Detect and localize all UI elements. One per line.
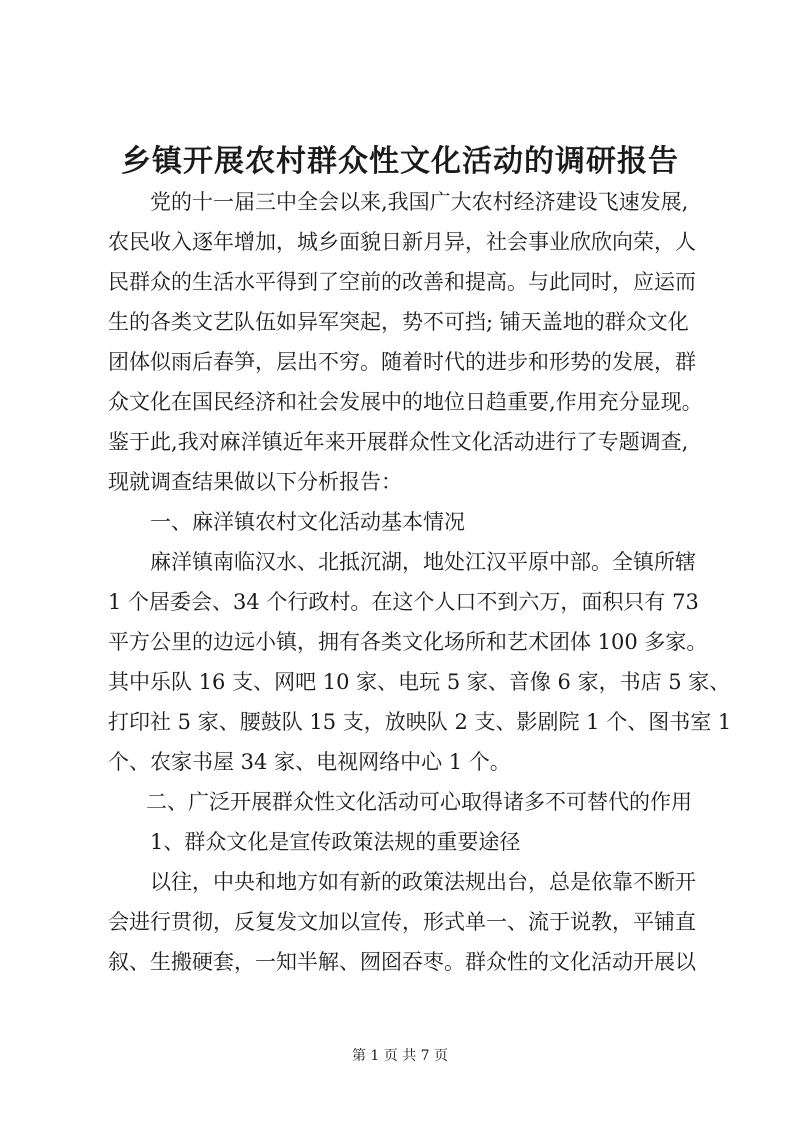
- paragraph-line: 打印社 5 家、腰鼓队 15 支，放映队 2 支、影剧院 1 个、图书室 1: [108, 710, 732, 734]
- section-heading: 二、广泛开展群众性文化活动可心取得诸多不可替代的作用: [146, 790, 692, 814]
- subsection-heading: 1、群众文化是宣传政策法规的重要途径: [150, 830, 521, 854]
- paragraph-line: 平方公里的边远小镇，拥有各类文化场所和艺术团体 100 多家。: [108, 630, 708, 654]
- paragraph-line: 团体似雨后春笋，层出不穷。随着时代的进步和形势的发展，群: [108, 350, 696, 374]
- paragraph-line: 叙、生搬硬套，一知半解、囫囵吞枣。群众性的文化活动开展以: [108, 950, 696, 974]
- paragraph-line: 鉴于此,我对麻洋镇近年来开展群众性文化活动进行了专题调查,: [108, 430, 689, 454]
- section-heading: 一、麻洋镇农村文化活动基本情况: [150, 510, 465, 534]
- paragraph-line: 1 个居委会、34 个行政村。在这个人口不到六万，面积只有 73: [108, 590, 699, 614]
- paragraph-line: 现就调查结果做以下分析报告：: [108, 470, 402, 494]
- paragraph-line: 众文化在国民经济和社会发展中的地位日趋重要,作用充分显现。: [108, 390, 703, 414]
- paragraph-line: 个、农家书屋 34 家、电视网络中心 1 个。: [108, 750, 511, 774]
- paragraph-line: 以往，中央和地方如有新的政策法规出台，总是依靠不断开: [150, 870, 696, 894]
- paragraph-line: 党的十一届三中全会以来,我国广大农村经济建设飞速发展,: [150, 190, 689, 214]
- page-footer: 第 1 页 共 7 页: [351, 1048, 449, 1064]
- paragraph-line: 会进行贯彻，反复发文加以宣传，形式单一、流于说教，平铺直: [108, 910, 696, 934]
- paragraph-line: 生的各类文艺队伍如异军突起，势不可挡; 铺天盖地的群众文化: [108, 310, 689, 334]
- paragraph-line: 民群众的生活水平得到了空前的改善和提高。与此同时，应运而: [108, 270, 696, 294]
- paragraph-line: 农民收入逐年增加，城乡面貌日新月异，社会事业欣欣向荣，人: [108, 230, 696, 254]
- document-title: 乡镇开展农村群众性文化活动的调研报告: [121, 144, 679, 179]
- paragraph-line: 麻洋镇南临汉水、北抵沉湖，地处江汉平原中部。全镇所辖: [150, 550, 696, 574]
- paragraph-line: 其中乐队 16 支、网吧 10 家、电玩 5 家、音像 6 家，书店 5 家、: [108, 670, 731, 694]
- document-body: [108, 182, 732, 982]
